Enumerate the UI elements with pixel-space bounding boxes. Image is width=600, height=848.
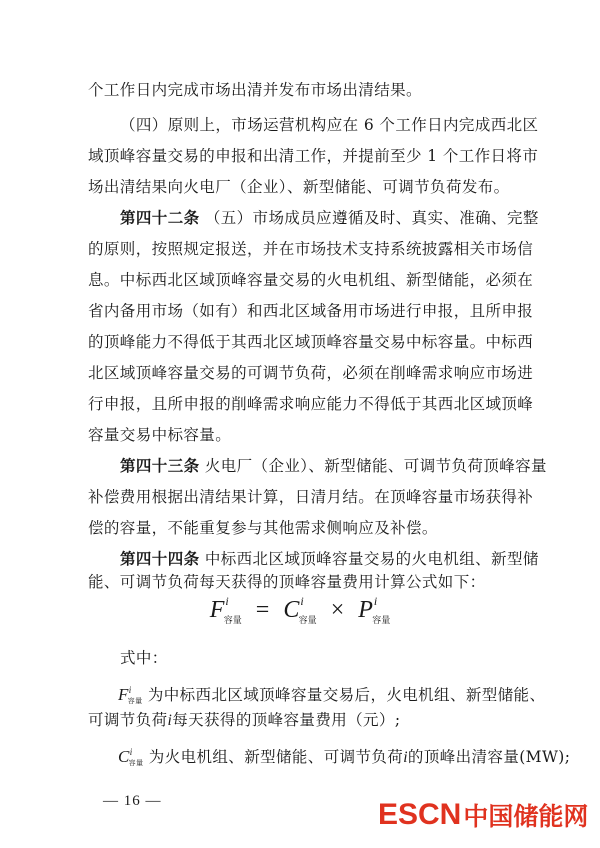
text-line: 的原则，按照规定报送，并在市场技术支持系统披露相关市场信 bbox=[88, 240, 534, 258]
c-definition-line: $C^i_{容量}$ 为火电机组、新型储能、可调节负荷i的顶峰出清容量(MW); bbox=[118, 747, 571, 767]
text-line: 省内备用市场（如有）和西北区域备用市场进行申报，且所申报 bbox=[88, 302, 534, 320]
f-definition-line-2: 可调节负荷i每天获得的顶峰容量费用（元）; bbox=[88, 711, 401, 729]
text-line: 容量交易中标容量。 bbox=[88, 426, 232, 444]
article-43-label: 第四十三条 bbox=[120, 457, 200, 475]
formula-equals: = bbox=[255, 597, 270, 623]
text-line: （四）原则上，市场运营机构应在 6 个工作日内完成西北区 bbox=[120, 116, 539, 134]
page-number: — 16 — bbox=[103, 793, 162, 809]
f-variable: $F^i_{容量}$ bbox=[118, 685, 143, 705]
formula-times: × bbox=[330, 597, 345, 623]
article-42-label: 第四十二条 bbox=[120, 209, 200, 227]
article-44-label: 第四十四条 bbox=[120, 550, 200, 568]
article-42-line bbox=[120, 208, 550, 228]
text-line: 域顶峰容量交易的申报和出清工作，并提前至少 1 个工作日将市 bbox=[88, 147, 539, 165]
text-line: 个工作日内完成市场出清并发布市场出清结果。 bbox=[88, 81, 422, 99]
watermark-en: ESCN bbox=[378, 798, 462, 831]
watermark-cn: 中国储能网 bbox=[463, 802, 589, 831]
text-line: 场出清结果向火电厂（企业）、新型储能、可调节负荷发布。 bbox=[88, 178, 510, 196]
text-line: 行申报，且所申报的削峰需求响应能力不得低于其西北区域顶峰 bbox=[88, 395, 534, 413]
c-variable: $C^i_{容量}$ bbox=[118, 747, 144, 767]
where-label: 式中： bbox=[120, 649, 168, 667]
escn-watermark-logo bbox=[378, 797, 588, 833]
formula-f-symbol: F bbox=[209, 597, 225, 623]
cost-formula: $F^i_{容量} = C^i_{容量} \times P^i_{容量}$ bbox=[209, 594, 391, 626]
article-43-line bbox=[120, 456, 550, 476]
text-line: 北区域顶峰容量交易的可调节负荷，必须在削峰需求响应市场进 bbox=[88, 364, 534, 382]
text-line: 偿的容量，不能重复参与其他需求侧响应及补偿。 bbox=[88, 519, 438, 537]
text-line: 能、可调节负荷每天获得的顶峰容量费用计算公式如下： bbox=[88, 573, 486, 591]
text-line: 息。中标西北区域顶峰容量交易的火电机组、新型储能，必须在 bbox=[88, 271, 534, 289]
formula-c-symbol: C bbox=[283, 597, 300, 623]
article-43-text: 火电厂（企业）、新型储能、可调节负荷顶峰容量 bbox=[204, 457, 547, 475]
formula-p-symbol: P bbox=[358, 597, 373, 623]
text-line: 补偿费用根据出清结果计算，日清月结。在顶峰容量市场获得补 bbox=[88, 488, 534, 506]
article-44-line bbox=[120, 549, 550, 569]
f-definition-line: $F^i_{容量}$ 为中标西北区域顶峰容量交易后，火电机组、新型储能、 bbox=[118, 685, 546, 705]
text-line: 的顶峰能力不得低于其西北区域顶峰容量交易中标容量。中标西 bbox=[88, 333, 534, 351]
article-44-text: 中标西北区域顶峰容量交易的火电机组、新型储 bbox=[204, 550, 539, 568]
article-42-text: （五）市场成员应遵循及时、真实、准确、完整 bbox=[204, 209, 539, 227]
